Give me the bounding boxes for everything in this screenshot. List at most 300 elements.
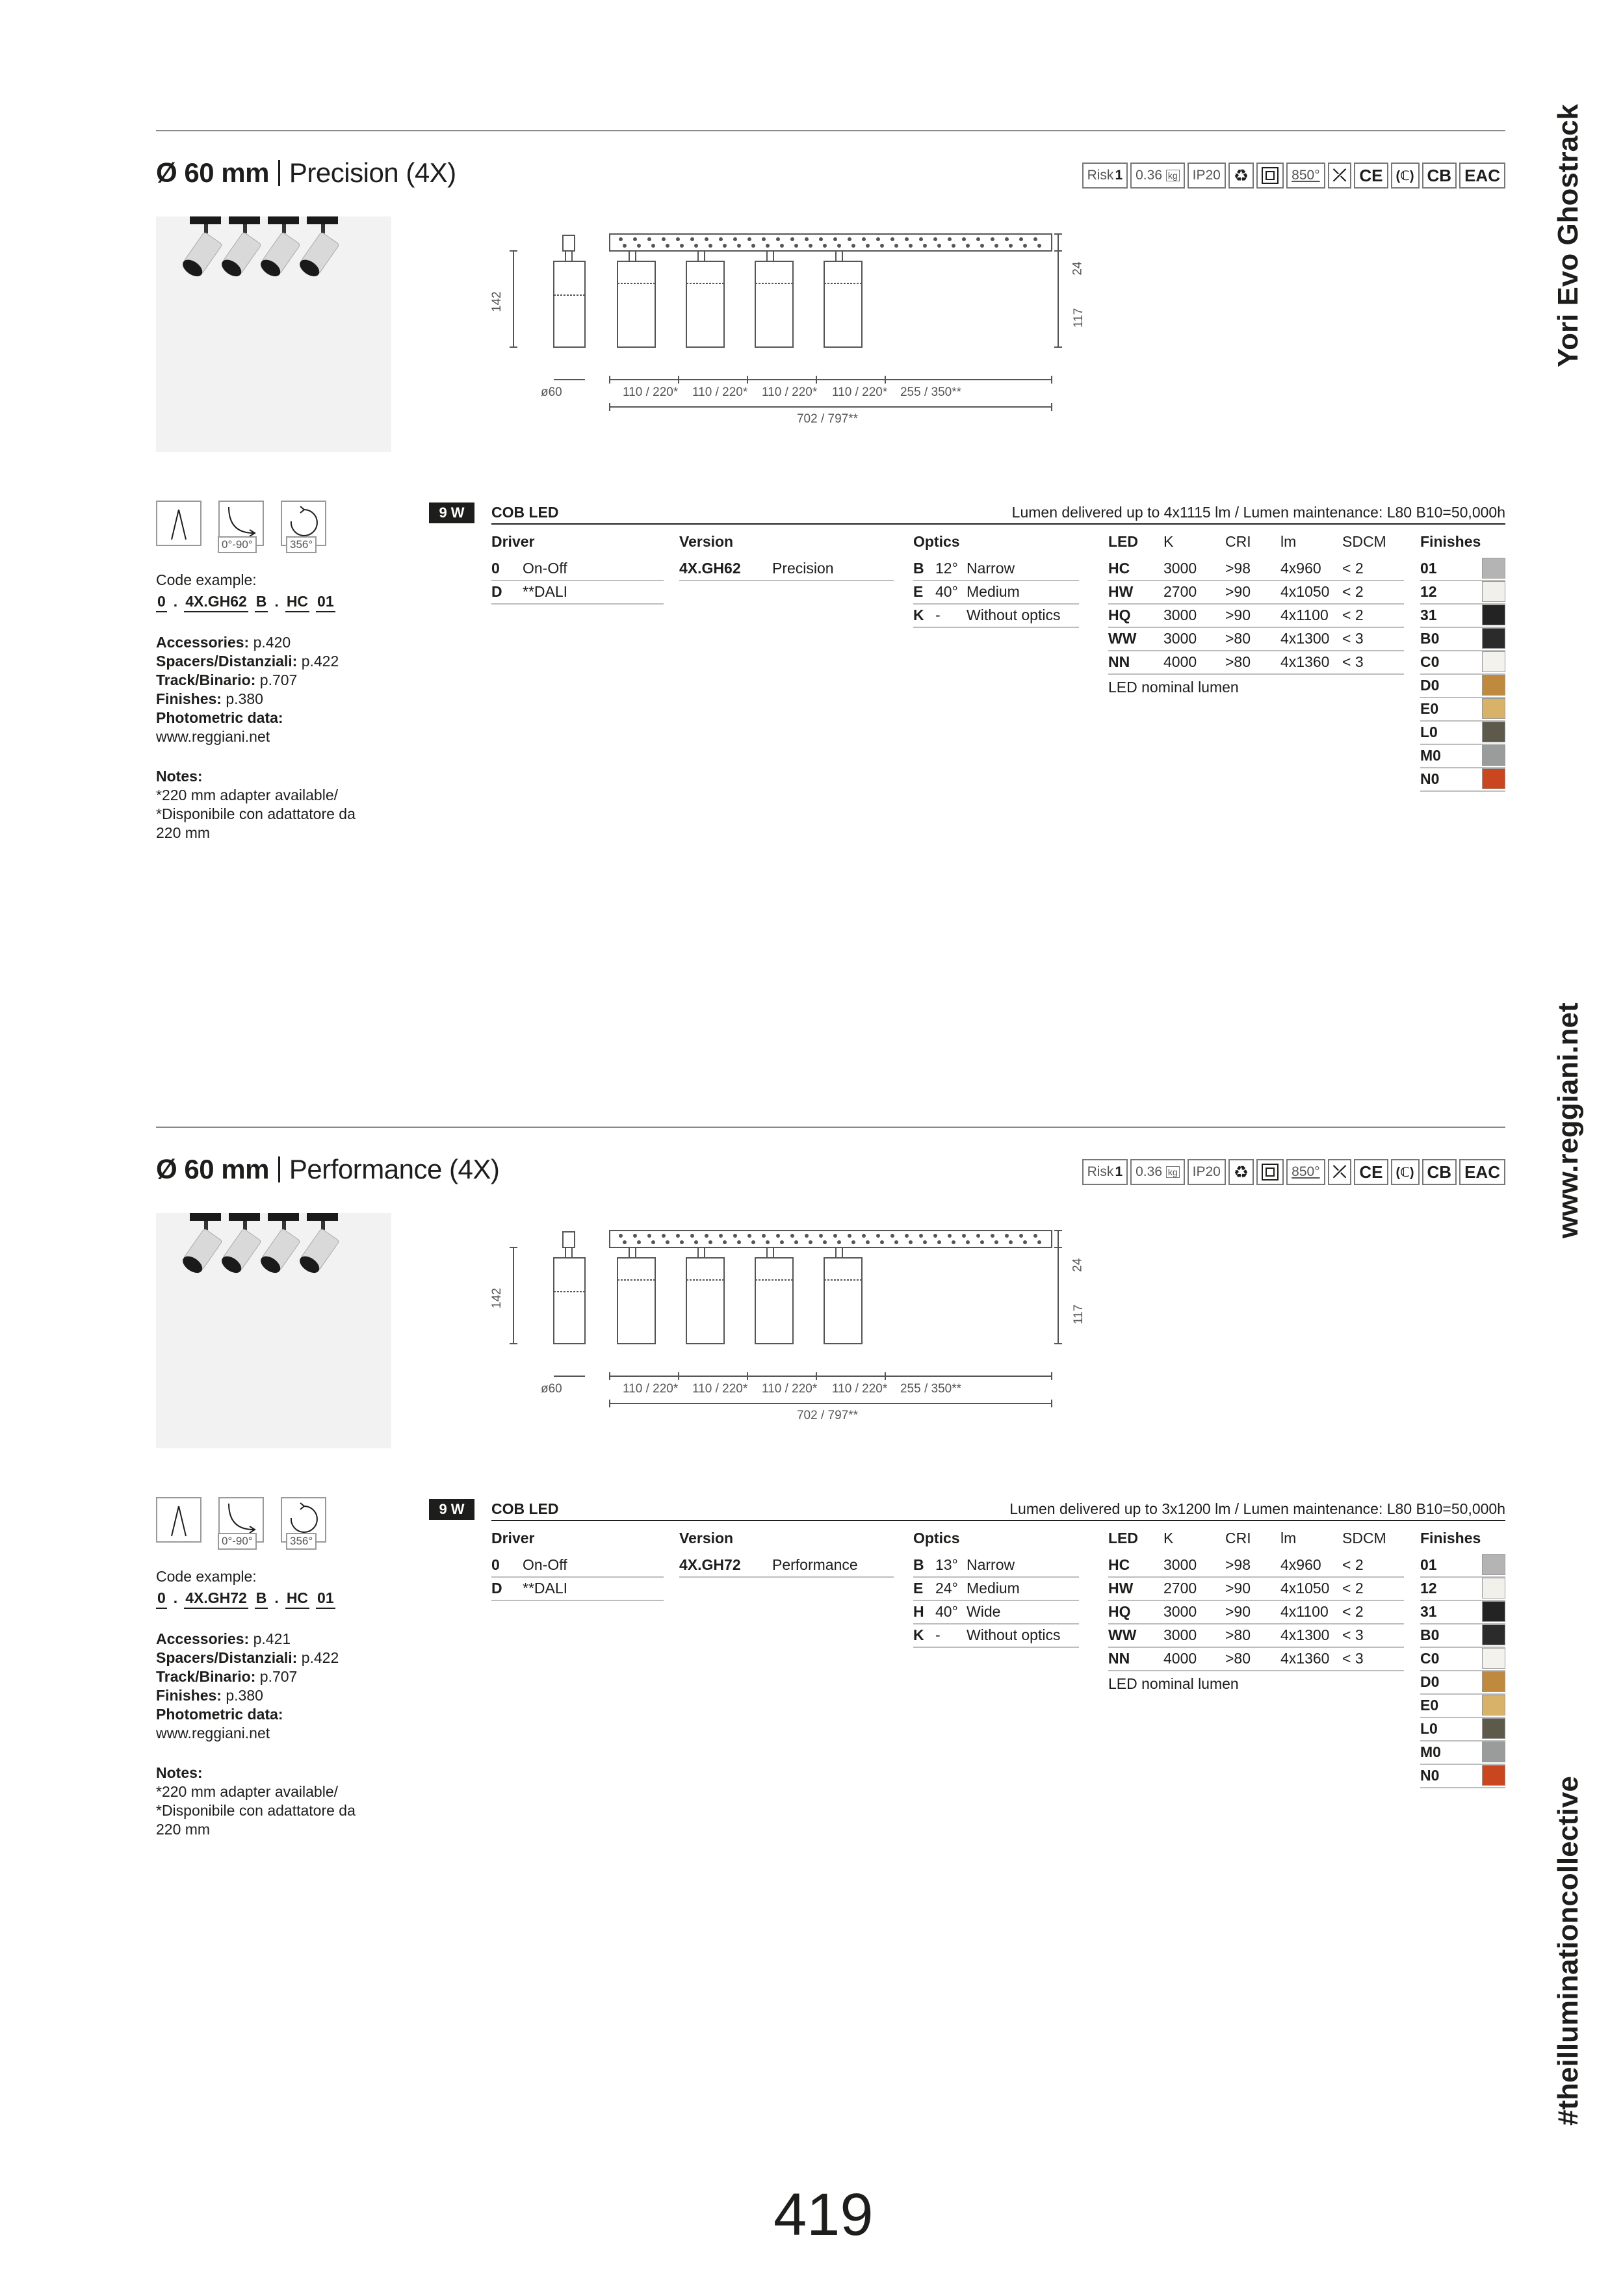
finish-row[interactable] <box>1420 720 1505 745</box>
finish-row[interactable] <box>1420 1576 1505 1601</box>
led-sdcm: < 2 <box>1342 1603 1364 1620</box>
code-segment: B <box>255 592 268 612</box>
finish-swatch <box>1482 675 1505 696</box>
driver-row[interactable] <box>491 1553 664 1578</box>
title-variant: Performance (4X) <box>289 1154 500 1184</box>
angle-badge <box>1286 1159 1325 1185</box>
factor-badge <box>1130 1159 1185 1185</box>
risk-badge <box>1082 163 1128 189</box>
certification-badges <box>1082 1159 1505 1185</box>
tilt-caption: 0°-90° <box>218 536 257 553</box>
optics-angle: - <box>935 1626 941 1643</box>
section-title <box>156 1154 499 1185</box>
led-code: HW <box>1108 583 1134 600</box>
led-lm: 4x1300 <box>1280 1626 1330 1643</box>
code-segment: 0 <box>156 592 167 612</box>
website-link[interactable]: www.reggiani.net <box>1552 1002 1584 1238</box>
led-row[interactable] <box>1108 1553 1404 1578</box>
spotlight-head <box>180 216 223 280</box>
accessories-value[interactable]: p.421 <box>253 1630 291 1647</box>
risk-value: 1 <box>1115 1164 1123 1179</box>
code-segment: HC <box>285 592 309 612</box>
led-lm: 4x1360 <box>1280 653 1330 670</box>
notes-label: Notes: <box>156 768 203 785</box>
finish-row[interactable] <box>1420 1670 1505 1695</box>
spotlight-illustration <box>156 1213 391 1448</box>
dim-spacing-3: 110 / 220* <box>762 385 818 399</box>
finish-swatch <box>1482 1578 1505 1598</box>
driver-code: 0 <box>491 1556 500 1573</box>
notes-text <box>156 1782 390 1839</box>
photometric-label: Photometric data: <box>156 709 283 726</box>
note-line: *Disponibile con adattatore da <box>156 805 356 822</box>
code-separator: . <box>274 1589 279 1606</box>
led-cri: >98 <box>1225 1556 1251 1573</box>
optics-angle: - <box>935 607 941 623</box>
dim-height: 142 <box>490 291 504 312</box>
dimension-drawing <box>481 228 1085 442</box>
led-k: 3000 <box>1163 1556 1197 1573</box>
version-code: 4X.GH62 <box>679 560 741 577</box>
title-separator <box>278 1156 280 1182</box>
finish-row[interactable] <box>1420 556 1505 581</box>
finish-row[interactable] <box>1420 744 1505 768</box>
track-line <box>156 1667 390 1686</box>
finishes-value[interactable]: p.380 <box>226 1687 263 1704</box>
led-row[interactable] <box>1108 603 1404 628</box>
track-line <box>156 671 390 690</box>
header-lm: lm <box>1280 533 1297 550</box>
finishes-value[interactable]: p.380 <box>226 690 263 707</box>
accessories-line <box>156 1630 390 1649</box>
finish-swatch <box>1482 1624 1505 1645</box>
led-k: 3000 <box>1163 1603 1197 1620</box>
finish-code: N0 <box>1420 770 1440 787</box>
dim-spacing-2: 110 / 220* <box>692 385 748 399</box>
finish-code: 12 <box>1420 583 1437 600</box>
ip-badge: IP20 <box>1188 163 1226 189</box>
led-code: HW <box>1108 1580 1134 1597</box>
led-cri: >80 <box>1225 1650 1251 1667</box>
title-separator <box>278 160 280 186</box>
header-optics: Optics <box>913 533 960 550</box>
series-name: Yori Evo Ghostrack <box>1552 103 1584 367</box>
no-insulation-icon: ⤫ <box>1328 163 1352 189</box>
code-separator: . <box>274 593 279 610</box>
header-cri: CRI <box>1225 533 1251 550</box>
header-driver: Driver <box>491 1530 535 1546</box>
driver-row[interactable] <box>491 580 664 605</box>
spotlight-head <box>297 216 340 280</box>
finish-code: 31 <box>1420 1603 1437 1620</box>
lumen-info: Lumen delivered up to 4x1115 lm / Lumen maintenance: L80 B10=50,000h <box>1011 504 1505 521</box>
optics-row[interactable] <box>913 1553 1079 1578</box>
code-segment: 0 <box>156 1589 167 1609</box>
track-label: Track/Binario: <box>156 1668 256 1685</box>
weight-icon: kg <box>1166 1166 1180 1178</box>
header-k: K <box>1163 533 1174 550</box>
finish-row[interactable] <box>1420 1717 1505 1742</box>
finish-row[interactable] <box>1420 1600 1505 1624</box>
led-lm: 4x1100 <box>1280 1603 1329 1620</box>
header-led: LED <box>1108 1530 1138 1546</box>
spotlight-head <box>297 1213 340 1276</box>
finish-code: D0 <box>1420 677 1440 694</box>
header-lm: lm <box>1280 1530 1297 1546</box>
code-segment: 01 <box>316 592 335 612</box>
optics-code: H <box>913 1603 924 1620</box>
optics-label: Narrow <box>967 560 1015 577</box>
led-lm: 4x1050 <box>1280 583 1330 600</box>
driver-label: **DALI <box>523 1580 568 1597</box>
led-lm: 4x960 <box>1280 560 1321 577</box>
optics-code: B <box>913 1556 924 1573</box>
finishes-label: Finishes: <box>156 690 222 707</box>
light-source: COB LED <box>491 1500 559 1517</box>
note-line: *220 mm adapter available/ <box>156 787 338 803</box>
dim-spacing-3: 110 / 220* <box>762 1382 818 1396</box>
finish-code: 31 <box>1420 607 1437 623</box>
dim-top-label: 24 <box>1071 1258 1085 1272</box>
finish-row[interactable] <box>1420 627 1505 651</box>
spacers-value[interactable]: p.422 <box>301 653 339 670</box>
dim-top-label: 24 <box>1071 261 1085 276</box>
title-diameter: Ø 60 mm <box>156 157 269 188</box>
driver-label: **DALI <box>523 583 568 600</box>
optics-row[interactable] <box>913 1576 1079 1601</box>
led-cri: >90 <box>1225 607 1251 623</box>
led-lm: 4x960 <box>1280 1556 1321 1573</box>
risk-label: Risk <box>1087 168 1114 183</box>
finish-row[interactable] <box>1420 1740 1505 1765</box>
dim-height: 142 <box>490 1288 504 1309</box>
led-sdcm: < 2 <box>1342 560 1364 577</box>
header-cri: CRI <box>1225 1530 1251 1546</box>
finish-code: C0 <box>1420 653 1440 670</box>
led-row[interactable] <box>1108 580 1404 605</box>
led-lm: 4x1300 <box>1280 630 1330 647</box>
finish-swatch <box>1482 768 1505 789</box>
led-row[interactable] <box>1108 650 1404 675</box>
code-separator: . <box>173 1589 178 1606</box>
code-segment: 01 <box>316 1589 335 1609</box>
version-label: Performance <box>772 1556 858 1573</box>
certification-badges <box>1082 163 1505 189</box>
track-value[interactable]: p.707 <box>259 672 298 688</box>
led-k: 3000 <box>1163 630 1197 647</box>
dim-spacing-4: 110 / 220* <box>832 1382 888 1396</box>
led-lm: 4x1050 <box>1280 1580 1330 1597</box>
optics-code: E <box>913 583 924 600</box>
optics-row[interactable] <box>913 603 1079 628</box>
dim-end: 255 / 350** <box>900 385 962 399</box>
angle-value: 850° <box>1292 168 1320 183</box>
photometric-label: Photometric data: <box>156 1706 283 1723</box>
finish-code: L0 <box>1420 1720 1438 1737</box>
spotlight-head <box>219 1213 262 1276</box>
dim-spacing-4: 110 / 220* <box>832 385 888 399</box>
finish-row[interactable] <box>1420 580 1505 605</box>
finish-swatch <box>1482 1765 1505 1786</box>
eac-mark: EAC <box>1459 163 1505 189</box>
led-sdcm: < 2 <box>1342 607 1364 623</box>
spacers-line <box>156 1649 390 1667</box>
technical-drawing <box>481 228 1085 442</box>
header-driver: Driver <box>491 533 535 550</box>
led-sdcm: < 2 <box>1342 583 1364 600</box>
optics-row[interactable] <box>913 556 1079 581</box>
driver-row[interactable] <box>491 556 664 581</box>
finish-swatch <box>1482 1718 1505 1739</box>
optics-row[interactable] <box>913 580 1079 605</box>
led-code: HQ <box>1108 1603 1131 1620</box>
header-version: Version <box>679 1530 734 1546</box>
spotlight-head <box>258 1213 301 1276</box>
optics-label: Without optics <box>967 1626 1061 1643</box>
note-line: *220 mm adapter available/ <box>156 1783 338 1800</box>
finishes-line <box>156 690 390 709</box>
optics-angle: 24° <box>935 1580 958 1597</box>
accessories-line <box>156 633 390 652</box>
page-number: 419 <box>773 2182 874 2248</box>
led-sdcm: < 3 <box>1342 1650 1364 1667</box>
dim-diameter: ø60 <box>541 385 562 399</box>
power-badge: 9 W <box>429 1499 474 1520</box>
finish-row[interactable] <box>1420 673 1505 698</box>
dim-diameter: ø60 <box>541 1382 562 1396</box>
angle-badge <box>1286 163 1325 189</box>
finish-swatch <box>1482 581 1505 602</box>
finish-swatch <box>1482 1671 1505 1692</box>
dim-drop-label: 117 <box>1072 1304 1086 1325</box>
optics-label: Narrow <box>967 1556 1015 1573</box>
optics-label: Without optics <box>967 607 1061 623</box>
version-row[interactable] <box>679 1553 894 1578</box>
header-sdcm: SDCM <box>1342 533 1386 550</box>
spec-header-rule <box>491 523 1505 525</box>
no-insulation-icon: ⤫ <box>1328 1159 1352 1185</box>
led-row[interactable] <box>1108 627 1404 651</box>
dim-total: 702 / 797** <box>796 412 859 426</box>
spacers-line <box>156 652 390 671</box>
finish-row[interactable] <box>1420 603 1505 628</box>
code-segment: 4X.GH62 <box>184 592 248 612</box>
spotlight-head <box>180 1213 223 1276</box>
finish-swatch <box>1482 745 1505 766</box>
led-note: LED nominal lumen <box>1108 679 1239 696</box>
led-row[interactable] <box>1108 556 1404 581</box>
dim-spacing-1: 110 / 220* <box>623 385 679 399</box>
photometric-link[interactable]: www.reggiani.net <box>156 728 270 745</box>
led-sdcm: < 3 <box>1342 1626 1364 1643</box>
finish-code: D0 <box>1420 1673 1440 1690</box>
finish-row[interactable] <box>1420 1764 1505 1788</box>
led-cri: >80 <box>1225 1626 1251 1643</box>
finish-row[interactable] <box>1420 697 1505 722</box>
finish-row[interactable] <box>1420 650 1505 675</box>
led-code: WW <box>1108 1626 1137 1643</box>
spotlight-illustration <box>156 216 391 452</box>
led-k: 4000 <box>1163 1650 1197 1667</box>
track-value[interactable]: p.707 <box>259 1668 298 1685</box>
optics-label: Medium <box>967 1580 1020 1597</box>
finish-code: M0 <box>1420 747 1441 764</box>
note-line: 220 mm <box>156 824 211 841</box>
lumen-info: Lumen delivered up to 3x1200 lm / Lumen maintenance: L80 B10=50,000h <box>1009 1500 1505 1517</box>
info-column <box>156 1567 390 1839</box>
led-row[interactable] <box>1108 1576 1404 1601</box>
led-row[interactable] <box>1108 1647 1404 1671</box>
led-cri: >90 <box>1225 1580 1251 1597</box>
led-row[interactable] <box>1108 1600 1404 1624</box>
factor-badge <box>1130 163 1185 189</box>
section-title <box>156 157 456 189</box>
code-example-label: Code example: <box>156 1568 257 1585</box>
finish-row[interactable] <box>1420 1647 1505 1671</box>
led-k: 2700 <box>1163 583 1197 600</box>
recycle-icon: ♻ <box>1228 163 1254 189</box>
beam-icon <box>156 501 201 546</box>
led-k: 3000 <box>1163 560 1197 577</box>
cq-mark-icon: (ℂ) <box>1391 163 1420 189</box>
finish-swatch <box>1482 1601 1505 1622</box>
code-segment: B <box>255 1589 268 1609</box>
dim-total: 702 / 797** <box>796 1409 859 1422</box>
eac-mark: EAC <box>1459 1159 1505 1185</box>
driver-code: D <box>491 1580 502 1597</box>
led-lm: 4x1100 <box>1280 607 1329 623</box>
accessories-value[interactable]: p.420 <box>253 634 291 651</box>
dim-drop-label: 117 <box>1072 307 1086 328</box>
double-square-icon <box>1256 163 1284 189</box>
optics-row[interactable] <box>913 1623 1079 1648</box>
finish-swatch <box>1482 1695 1505 1715</box>
led-k: 2700 <box>1163 1580 1197 1597</box>
version-row[interactable] <box>679 556 894 581</box>
led-code: WW <box>1108 630 1137 647</box>
finish-row[interactable] <box>1420 1693 1505 1718</box>
code-segment: HC <box>285 1589 309 1609</box>
product-photo <box>156 216 391 452</box>
title-diameter: Ø 60 mm <box>156 1154 269 1184</box>
note-line: 220 mm <box>156 1821 211 1838</box>
section-top-rule <box>156 130 1505 131</box>
dim-spacing-1: 110 / 220* <box>623 1382 679 1396</box>
led-cri: >80 <box>1225 630 1251 647</box>
cq-mark-icon: (ℂ) <box>1391 1159 1420 1185</box>
led-code: HC <box>1108 560 1130 577</box>
spotlight-head <box>258 216 301 280</box>
led-k: 3000 <box>1163 607 1197 623</box>
led-code: HQ <box>1108 607 1131 623</box>
photometric-link[interactable]: www.reggiani.net <box>156 1725 270 1742</box>
spec-header-rule <box>491 1520 1505 1521</box>
finishes-label: Finishes: <box>156 1687 222 1704</box>
led-row[interactable] <box>1108 1623 1404 1648</box>
finish-row[interactable] <box>1420 1623 1505 1648</box>
finish-swatch <box>1482 722 1505 742</box>
product-section-2 <box>0 1127 1623 2037</box>
ce-mark: CE <box>1354 1159 1388 1185</box>
finish-code: B0 <box>1420 1626 1440 1643</box>
led-cri: >90 <box>1225 1603 1251 1620</box>
led-k: 3000 <box>1163 1626 1197 1643</box>
dimension-drawing <box>481 1224 1085 1439</box>
optics-code: E <box>913 1580 924 1597</box>
product-photo <box>156 1213 391 1448</box>
led-k: 4000 <box>1163 653 1197 670</box>
finish-swatch <box>1482 1648 1505 1669</box>
led-cri: >80 <box>1225 653 1251 670</box>
finish-code: L0 <box>1420 724 1438 740</box>
finish-code: E0 <box>1420 1697 1439 1714</box>
power-badge: 9 W <box>429 502 474 523</box>
driver-code: 0 <box>491 560 500 577</box>
title-variant: Precision (4X) <box>289 157 456 188</box>
header-optics: Optics <box>913 1530 960 1546</box>
ip-badge: IP20 <box>1188 1159 1226 1185</box>
optics-angle: 13° <box>935 1556 958 1573</box>
header-led: LED <box>1108 533 1138 550</box>
spacers-value[interactable]: p.422 <box>301 1649 339 1666</box>
finish-code: B0 <box>1420 630 1440 647</box>
section-top-rule <box>156 1127 1505 1128</box>
optics-row[interactable] <box>913 1600 1079 1624</box>
light-source: COB LED <box>491 504 559 521</box>
header-sdcm: SDCM <box>1342 1530 1386 1546</box>
header-k: K <box>1163 1530 1174 1546</box>
beam-icon <box>156 1497 201 1543</box>
finish-code: 01 <box>1420 1556 1437 1573</box>
led-sdcm: < 2 <box>1342 1580 1364 1597</box>
cb-mark: CB <box>1422 1159 1457 1185</box>
finish-code: 01 <box>1420 560 1437 577</box>
double-square-icon <box>1256 1159 1284 1185</box>
led-code: NN <box>1108 653 1130 670</box>
optics-angle: 12° <box>935 560 958 577</box>
notes-text <box>156 786 390 842</box>
header-finishes: Finishes <box>1420 533 1481 550</box>
ce-mark: CE <box>1354 163 1388 189</box>
dim-end: 255 / 350** <box>900 1382 962 1396</box>
spacers-label: Spacers/Distanziali: <box>156 1649 298 1666</box>
finish-code: N0 <box>1420 1767 1440 1784</box>
led-sdcm: < 3 <box>1342 653 1364 670</box>
optics-angle: 40° <box>935 1603 958 1620</box>
header-finishes: Finishes <box>1420 1530 1481 1546</box>
dim-spacing-2: 110 / 220* <box>692 1382 748 1396</box>
driver-row[interactable] <box>491 1576 664 1601</box>
led-code: NN <box>1108 1650 1130 1667</box>
finishes-line <box>156 1686 390 1705</box>
led-note: LED nominal lumen <box>1108 1675 1239 1692</box>
finish-swatch <box>1482 1554 1505 1575</box>
finish-swatch <box>1482 651 1505 672</box>
led-cri: >98 <box>1225 560 1251 577</box>
note-line: *Disponibile con adattatore da <box>156 1802 356 1819</box>
finish-row[interactable] <box>1420 1553 1505 1578</box>
spacers-label: Spacers/Distanziali: <box>156 653 298 670</box>
finish-row[interactable] <box>1420 767 1505 792</box>
optics-code: K <box>913 1626 924 1643</box>
finish-swatch <box>1482 605 1505 625</box>
code-example-label: Code example: <box>156 571 257 588</box>
optics-label: Wide <box>967 1603 1001 1620</box>
optics-angle: 40° <box>935 583 958 600</box>
accessories-label: Accessories: <box>156 634 250 651</box>
led-lm: 4x1360 <box>1280 1650 1330 1667</box>
optics-code: B <box>913 560 924 577</box>
